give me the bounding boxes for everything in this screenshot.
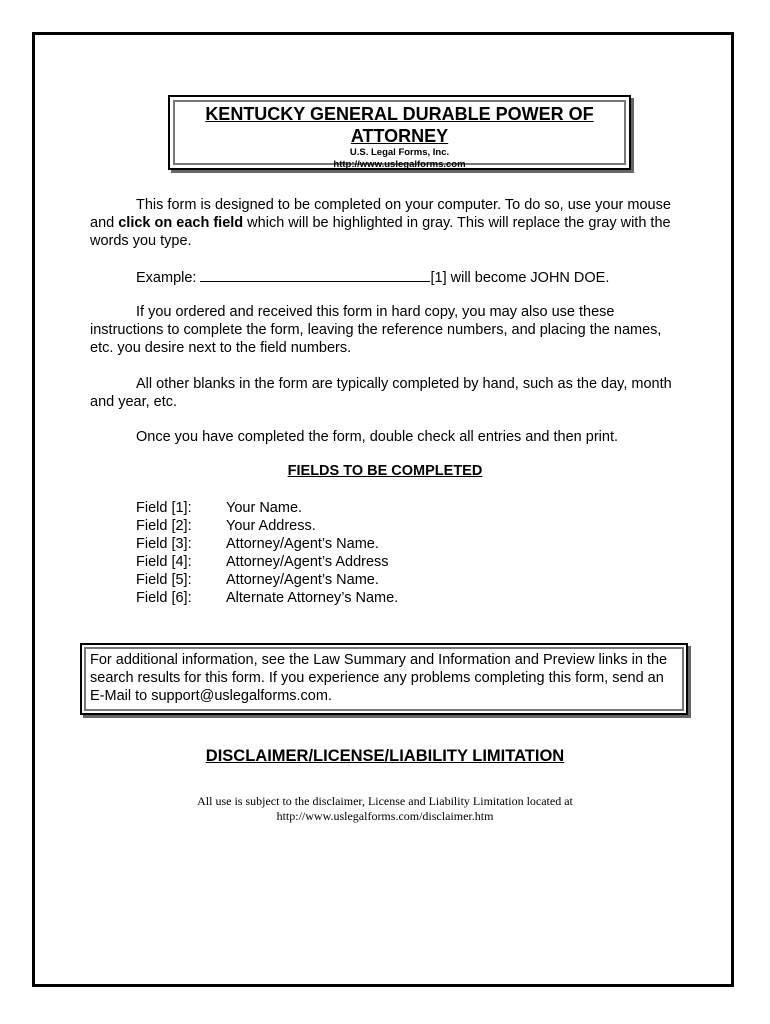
field-description: Alternate Attorney’s Name. xyxy=(226,590,399,606)
other-blanks-paragraph: All other blanks in the form are typically completed by hand, such as the day, month and year, etc. xyxy=(90,376,672,410)
title-box xyxy=(168,95,631,170)
field-row xyxy=(136,553,398,571)
field-number: Field [3]: xyxy=(136,536,192,552)
disclaimer-link[interactable]: http://www.uslegalforms.com/disclaimer.htm xyxy=(276,809,494,823)
example-blank-line xyxy=(200,267,430,282)
document-title: KENTUCKY GENERAL DURABLE POWER OF ATTORNEY xyxy=(205,104,594,146)
field-number: Field [1]: xyxy=(136,500,192,516)
publisher-url: http://www.uslegalforms.com xyxy=(333,159,466,170)
intro-paragraph xyxy=(90,196,680,250)
field-description: Attorney/Agent’s Name. xyxy=(226,536,379,552)
field-row xyxy=(136,535,398,553)
field-description: Attorney/Agent’s Address xyxy=(226,554,389,570)
publisher-name: U.S. Legal Forms, Inc. xyxy=(349,147,450,158)
example-suffix: [1] will become JOHN DOE. xyxy=(430,270,610,286)
once-completed-paragraph: Once you have completed the form, double check all entries and then print. xyxy=(136,429,619,445)
field-row xyxy=(136,499,398,517)
field-description: Your Address. xyxy=(226,518,316,534)
intro-text-start: This form is designed to be completed on your computer. To do so, use your mouse and xyxy=(90,197,671,231)
field-number: Field [6]: xyxy=(136,590,192,606)
hard-copy-paragraph: If you ordered and received this form in hard copy, you may also use these instructions to complete the form, leaving the reference numbers, and placing the names, etc. you desire next to the field numbers. xyxy=(90,304,662,356)
field-number: Field [4]: xyxy=(136,554,192,570)
example-label: Example: xyxy=(136,270,197,286)
field-number: Field [2]: xyxy=(136,518,192,534)
fields-heading: FIELDS TO BE COMPLETED xyxy=(287,463,483,479)
field-description: Your Name. xyxy=(226,500,303,516)
field-list xyxy=(136,499,398,607)
example-paragraph xyxy=(90,267,680,287)
publisher-info xyxy=(170,147,629,171)
disclaimer-text xyxy=(0,794,770,824)
field-number: Field [5]: xyxy=(136,572,192,588)
field-description: Attorney/Agent’s Name. xyxy=(226,572,379,588)
intro-text-end: which will be highlighted in gray. This will replace the gray with the words you type. xyxy=(90,215,671,249)
disclaimer-line: All use is subject to the disclaimer, License and Liability Limitation located at xyxy=(197,794,573,808)
intro-bold-text: click on each field xyxy=(118,215,244,231)
field-row xyxy=(136,571,398,589)
field-row xyxy=(136,589,398,607)
additional-info-box: For additional information, see the Law Summary and Information and Preview links in the search results for this form. If you experience any problems completing this form, send an E-Mail to support@uslegalforms.com. xyxy=(80,643,688,715)
field-row xyxy=(136,517,398,535)
disclaimer-heading: DISCLAIMER/LICENSE/LIABILITY LIMITATION xyxy=(205,747,565,765)
